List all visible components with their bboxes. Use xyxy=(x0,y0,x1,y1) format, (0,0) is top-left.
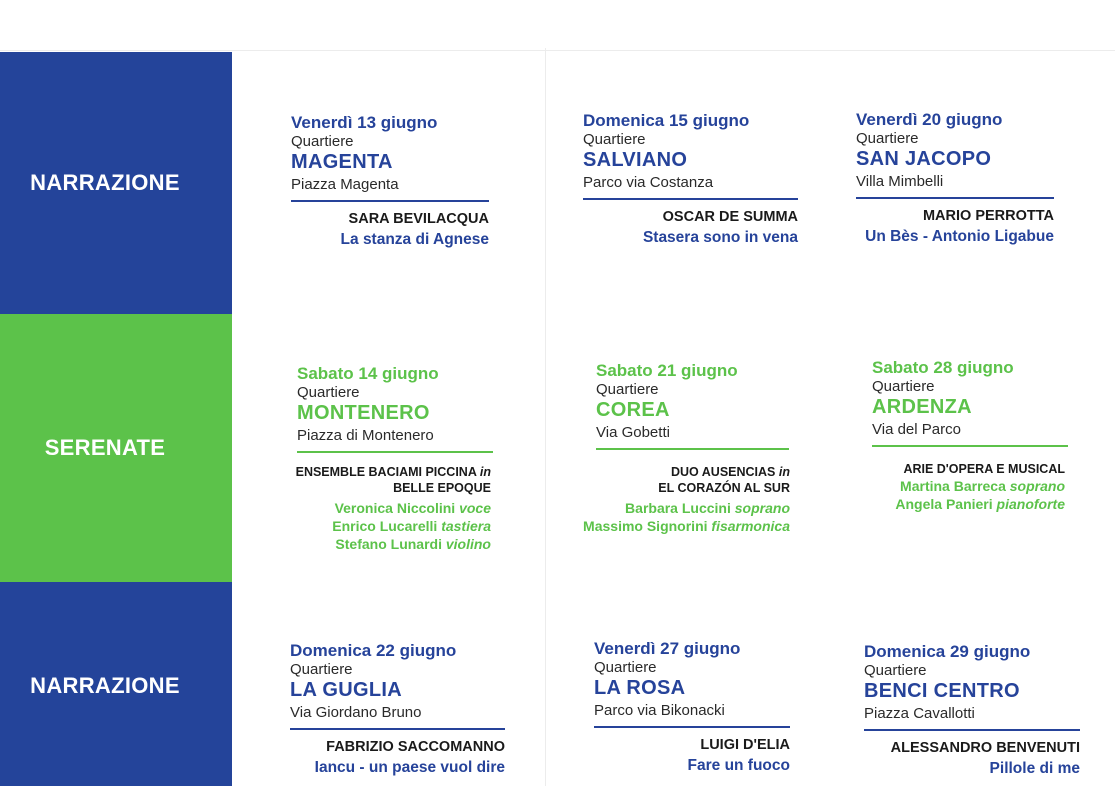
program-name: ARIE D'OPERA E MUSICAL xyxy=(903,462,1065,476)
event-ardenza xyxy=(872,358,1092,447)
event-date: Domenica 22 giugno xyxy=(290,641,457,660)
event-corea xyxy=(596,361,846,450)
event-magenta xyxy=(291,113,521,251)
show-title: Iancu - un paese vuol dire xyxy=(314,759,505,776)
quartiere-label: Quartiere xyxy=(291,133,354,150)
quartiere-name: BENCI CENTRO xyxy=(864,680,1020,702)
quartiere-label: Quartiere xyxy=(864,662,927,679)
performer-name: ALESSANDRO BENVENUTI xyxy=(890,740,1080,756)
musician-role: violino xyxy=(445,536,491,552)
quartiere-label: Quartiere xyxy=(872,378,935,395)
event-details xyxy=(864,738,1080,780)
ensemble-name xyxy=(560,464,790,480)
performer-name: OSCAR DE SUMMA xyxy=(662,209,798,225)
performer-name: SARA BEVILACQUA xyxy=(348,211,489,227)
event-place: Villa Mimbelli xyxy=(856,173,944,190)
program-name: BELLE EPOQUE xyxy=(393,481,491,495)
paper-edge-top xyxy=(0,50,1115,51)
show-title: Fare un fuoco xyxy=(687,757,790,774)
quartiere-name: SALVIANO xyxy=(583,149,688,171)
divider xyxy=(583,198,798,200)
ensemble-name xyxy=(270,464,491,480)
musician-name: Martina Barreca xyxy=(900,478,1006,494)
musician-name: Angela Panieri xyxy=(895,496,993,512)
divider xyxy=(864,729,1080,731)
event-date: Sabato 28 giugno xyxy=(872,358,1014,377)
event-details xyxy=(856,206,1054,248)
quartiere-label: Quartiere xyxy=(583,131,646,148)
event-date: Domenica 15 giugno xyxy=(583,111,750,130)
event-la-guglia xyxy=(290,641,530,779)
event-details-ardenza xyxy=(866,461,1065,513)
divider xyxy=(596,448,789,450)
quartiere-name: MAGENTA xyxy=(291,151,393,173)
musician-role: pianoforte xyxy=(996,496,1065,512)
quartiere-name: LA ROSA xyxy=(594,677,686,699)
show-title: Un Bès - Antonio Ligabue xyxy=(865,228,1054,245)
event-la-rosa xyxy=(594,639,814,777)
event-san-jacopo xyxy=(856,110,1086,248)
event-place: Piazza di Montenero xyxy=(297,427,434,444)
band-narrazione-bottom xyxy=(0,582,232,786)
quartiere-label: Quartiere xyxy=(594,659,657,676)
divider xyxy=(297,451,493,453)
event-date: Venerdì 20 giugno xyxy=(856,110,1003,129)
musician xyxy=(270,535,491,553)
musician xyxy=(866,495,1065,513)
quartiere-name: COREA xyxy=(596,399,670,421)
musician-role: soprano xyxy=(734,500,790,516)
musician-name: Enrico Lucarelli xyxy=(332,518,438,534)
musician xyxy=(866,477,1065,495)
event-place: Parco via Costanza xyxy=(583,174,714,191)
divider xyxy=(594,726,790,728)
musician-role: fisarmonica xyxy=(711,518,790,534)
ensemble-name-part: DUO AUSENCIAS xyxy=(670,465,776,479)
quartiere-name: ARDENZA xyxy=(872,396,972,418)
musician-name: Veronica Niccolini xyxy=(334,500,456,516)
ensemble-in: in xyxy=(778,465,790,479)
event-salviano xyxy=(583,111,813,249)
event-date: Domenica 29 giugno xyxy=(864,642,1031,661)
event-details xyxy=(290,737,505,779)
quartiere-label: Quartiere xyxy=(297,384,360,401)
performer-name: MARIO PERROTTA xyxy=(922,208,1054,224)
performer-name: LUIGI D'ELIA xyxy=(700,737,790,753)
band-label: SERENATE xyxy=(44,435,166,460)
quartiere-label: Quartiere xyxy=(290,661,353,678)
musician-role: soprano xyxy=(1009,478,1065,494)
band-label: NARRAZIONE xyxy=(30,170,180,195)
divider xyxy=(872,445,1068,447)
quartiere-name: MONTENERO xyxy=(297,402,430,424)
event-place: Piazza Magenta xyxy=(291,176,399,193)
event-details-corea xyxy=(560,464,790,535)
divider xyxy=(291,200,489,202)
event-place: Via Giordano Bruno xyxy=(290,704,422,721)
event-details xyxy=(583,207,798,249)
event-date: Sabato 21 giugno xyxy=(596,361,738,380)
program-name: EL CORAZÓN AL SUR xyxy=(658,481,790,495)
show-title: Pillole di me xyxy=(989,760,1080,777)
musician-name: Massimo Signorini xyxy=(583,518,708,534)
event-details-montenero xyxy=(270,464,491,553)
musician xyxy=(270,517,491,535)
event-benci-centro xyxy=(864,642,1104,780)
band-narrazione-top xyxy=(0,52,232,314)
event-date: Venerdì 13 giugno xyxy=(291,113,438,132)
event-details xyxy=(594,735,790,777)
event-place: Via Gobetti xyxy=(596,424,670,441)
performer-name: FABRIZIO SACCOMANNO xyxy=(326,739,505,755)
event-date: Venerdì 27 giugno xyxy=(594,639,741,658)
event-details xyxy=(291,209,489,251)
quartiere-label: Quartiere xyxy=(856,130,919,147)
event-place: Parco via Bikonacki xyxy=(594,702,725,719)
quartiere-name: SAN JACOPO xyxy=(856,148,992,170)
musician-name: Barbara Luccini xyxy=(625,500,731,516)
event-place: Via del Parco xyxy=(872,421,961,438)
event-montenero xyxy=(297,364,597,453)
musician xyxy=(560,517,790,535)
musician-role: tastiera xyxy=(441,518,491,534)
ensemble-in: in xyxy=(479,465,491,479)
musician xyxy=(560,499,790,517)
quartiere-label: Quartiere xyxy=(596,381,659,398)
event-place: Piazza Cavallotti xyxy=(864,705,975,722)
band-label: NARRAZIONE xyxy=(30,673,180,698)
musician-name: Stefano Lunardi xyxy=(335,536,442,552)
band-serenate xyxy=(0,314,232,582)
show-title: Stasera sono in vena xyxy=(642,229,798,246)
musician-role: voce xyxy=(459,500,491,516)
divider xyxy=(290,728,505,730)
show-title: La stanza di Agnese xyxy=(340,231,489,248)
event-date: Sabato 14 giugno xyxy=(297,364,439,383)
divider xyxy=(856,197,1054,199)
musician xyxy=(270,499,491,517)
ensemble-name-part: ENSEMBLE BACIAMI PICCINA xyxy=(295,465,477,479)
quartiere-name: LA GUGLIA xyxy=(290,679,402,701)
